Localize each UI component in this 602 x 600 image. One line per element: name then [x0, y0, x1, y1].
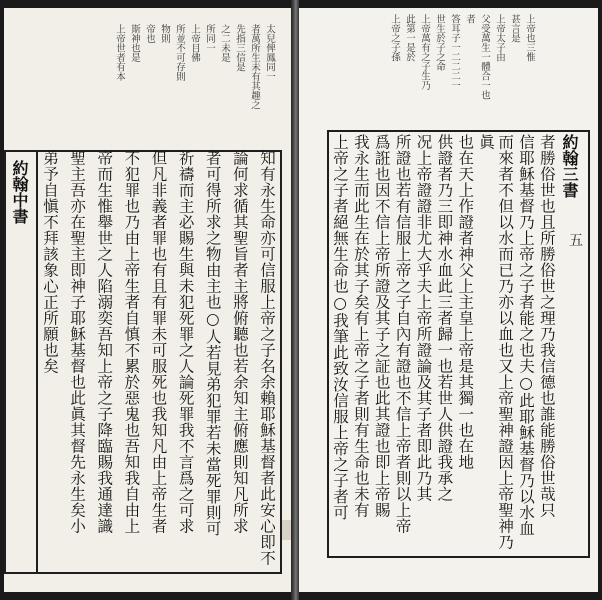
commentary-line: 世生於子之命	[434, 14, 445, 71]
commentary-line: 帝也	[144, 24, 155, 43]
commentary-line: 先指三信是	[234, 24, 245, 72]
text-column: 弟予自愼不拜該象心正所願也矣	[41, 150, 59, 374]
commentary-line: 所同一	[204, 24, 215, 53]
text-column: 而來者不但以水而已乃亦以血也又上帝聖神證因上帝聖神乃眞	[477, 134, 515, 550]
commentary-line: 上帝世者有本	[114, 24, 125, 81]
commentary-line: 上帝也三惟	[524, 14, 535, 62]
commentary-line: 物則	[159, 24, 170, 43]
left-commentary	[24, 24, 274, 134]
text-column: 聖主吾亦在聖主即神子耶穌基督也此眞其督先永生矣小	[68, 150, 87, 534]
commentary-line: 之二未是	[219, 24, 230, 62]
text-column: 帝而生惟舉世之人陷溺奕吾知上帝之子降臨賜我通達識	[95, 150, 114, 534]
leaf-number: 五	[569, 233, 583, 249]
chapter-title: 約翰三書	[560, 134, 579, 198]
text-column: 不犯罪也乃由上帝生者自慎不累於惡鬼也吾知我自由上	[122, 150, 141, 534]
right-main-text	[330, 134, 556, 554]
commentary-line: 上帝萬有之子生乃	[419, 14, 430, 90]
text-column: 我永生而此生在於其子矣有上帝之子者則有生命也未有	[351, 134, 370, 518]
commentary-line: 太兒俾鳳同一	[264, 24, 275, 81]
text-column: 爲誑也因不信上帝所證及其子之証也此其證也即上帝賜	[372, 134, 391, 518]
text-column: 信耶穌基督乃上帝之子者能之也夫○此耶穌基督乃以水血	[517, 134, 535, 537]
commentary-line: 者	[464, 14, 475, 24]
text-column: 供證者乃三即神水血此三者歸一也若世人供證我承之	[435, 134, 454, 502]
book-gutter	[291, 0, 299, 600]
commentary-line: 此第一是於	[404, 14, 415, 62]
text-column: 祈禱而主必賜生與未犯死罪之人論死罪我不言爲之可求	[176, 150, 195, 534]
commentary-line: 所並不可存則	[174, 24, 185, 81]
commentary-line: 上帝之子孫	[389, 14, 400, 62]
page-fold-mark	[282, 520, 291, 540]
text-column: 但凡非義者罪也有且有罪未可服死也我知凡由上帝生者	[149, 150, 168, 534]
book-title: 約翰中書	[10, 160, 29, 224]
text-column: 論何求循其聖旨者主將俯聽也若余知主俯應則知凡所求	[230, 150, 249, 534]
commentary-line: 斯神也是	[129, 24, 140, 62]
commentary-line: 父受萬生一體合一也	[479, 14, 490, 100]
commentary-line: 上帝太子由	[494, 14, 505, 62]
text-column: 也在天上作證者神父上主皇上帝是其獨一也在地	[456, 134, 475, 470]
commentary-line: 者萬所生未有其趣之	[249, 24, 260, 110]
right-commentary	[316, 14, 534, 134]
commentary-line: 答耳子一二二二一	[449, 14, 460, 90]
text-column: 上帝之子者絕無生命也○我筆此致汝信服上帝之子者可	[331, 134, 349, 521]
text-column: 者可得所求之物由主也○人若見弟犯罪若未當死罪則可	[203, 150, 222, 537]
commentary-line: 甚言是	[509, 14, 520, 43]
left-main-text	[40, 150, 276, 570]
text-column: 所證也若有信服上帝之子自內有證也不信上帝者則以上帝	[393, 134, 412, 534]
text-column: 者勝俗世也且所勝俗世之理乃我信德也誰能勝俗世哉只	[537, 134, 556, 518]
text-column: 况上帝證證非尤大乎夫上帝所證論及其子者即此乃其	[414, 134, 433, 502]
commentary-line: 上帝目佛	[189, 24, 200, 62]
text-column: 知有永生命亦可信服上帝之子名余賴耶穌基督者此安心即不	[258, 150, 276, 566]
